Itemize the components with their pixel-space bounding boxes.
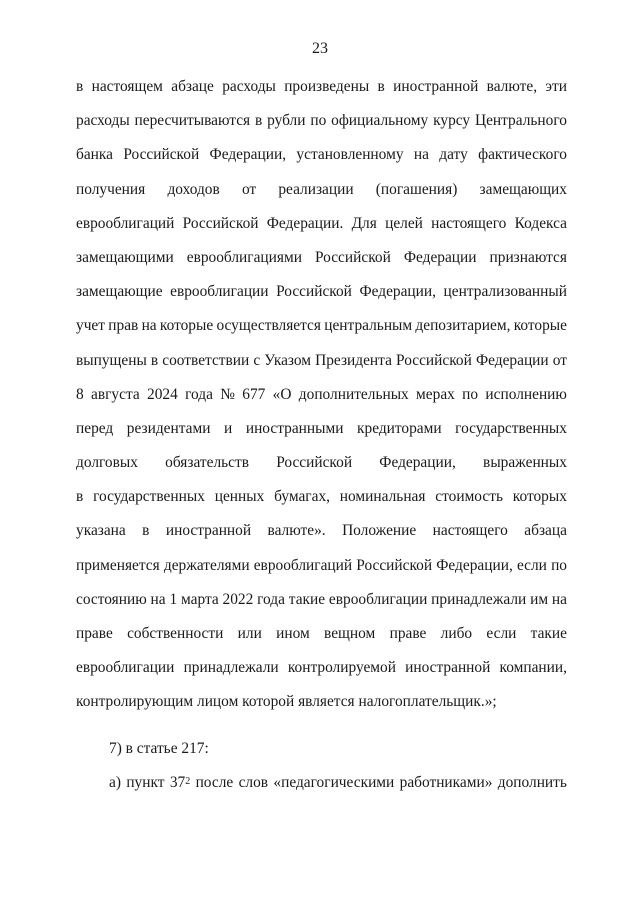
paragraph-line: еврооблигаций Российской Федерации. Для целей настоящего Кодекса [76, 214, 567, 232]
item-a-word: дополнить [497, 774, 567, 791]
list-item-a [76, 772, 567, 794]
paragraph-line: указана в иностранной валюте». Положение настоящего абзаца [76, 522, 567, 540]
item-a-word: «педагогическими [273, 774, 395, 791]
item-a-word: пункт [126, 774, 165, 791]
paragraph-line: праве собственности или ином вещном праве либо если такие [76, 625, 567, 642]
paragraph-line: состоянию на 1 марта 2022 года такие еврооблигации принадлежали им на [76, 590, 567, 608]
paragraph-line: в государственных ценных бумагах, номинальная стоимость которых [76, 488, 567, 506]
paragraph-line: учет прав на которые осуществляется центральным депозитарием, которые [76, 317, 567, 335]
paragraph-line: банка Российской Федерации, установленному на дату фактического [76, 146, 567, 164]
paragraph-line: выпущены в соответствии с Указом Президента Российской Федерации от [76, 351, 567, 369]
list-item-7: 7) в статье 217: [109, 740, 209, 757]
item-a-word: работниками» [399, 774, 493, 791]
paragraph-line: расходы пересчитываются в рубли по официальному курсу Центрального [76, 112, 567, 130]
paragraph-line: в настоящем абзаце расходы произведены в иностранной валюте, эти [76, 78, 567, 95]
item-a-word: а) [109, 774, 121, 791]
item-a-word: после [195, 774, 234, 791]
paragraph-line: 8 августа 2024 года № 677 «О дополнительных мерах по исполнению [76, 385, 567, 403]
superscript: 2 [185, 776, 191, 787]
paragraph-line: перед резидентами и иностранными кредиторами государственных [76, 419, 567, 437]
paragraph-line: получения доходов от реализации (погашения) замещающих [76, 180, 567, 198]
paragraph-line: долговых обязательств Российской Федерации, выраженных [76, 454, 567, 472]
paragraph-line: применяется держателями еврооблигаций Российской Федерации, если по [76, 556, 567, 574]
document-body-paragraph [76, 76, 567, 726]
item-a-word: $37^2$ [169, 774, 191, 791]
page-number: 23 [312, 40, 328, 57]
paragraph-line: замещающими еврооблигациями Российской Федерации признаются [76, 248, 567, 266]
paragraph-line: контролирующим лицом которой является налогоплательщик.»; [76, 693, 497, 711]
paragraph-line: замещающие еврооблигации Российской Федерации, централизованный [76, 283, 567, 301]
paragraph-line: еврооблигации принадлежали контролируемой иностранной компании, [76, 659, 567, 677]
item-a-word: слов [238, 774, 269, 791]
